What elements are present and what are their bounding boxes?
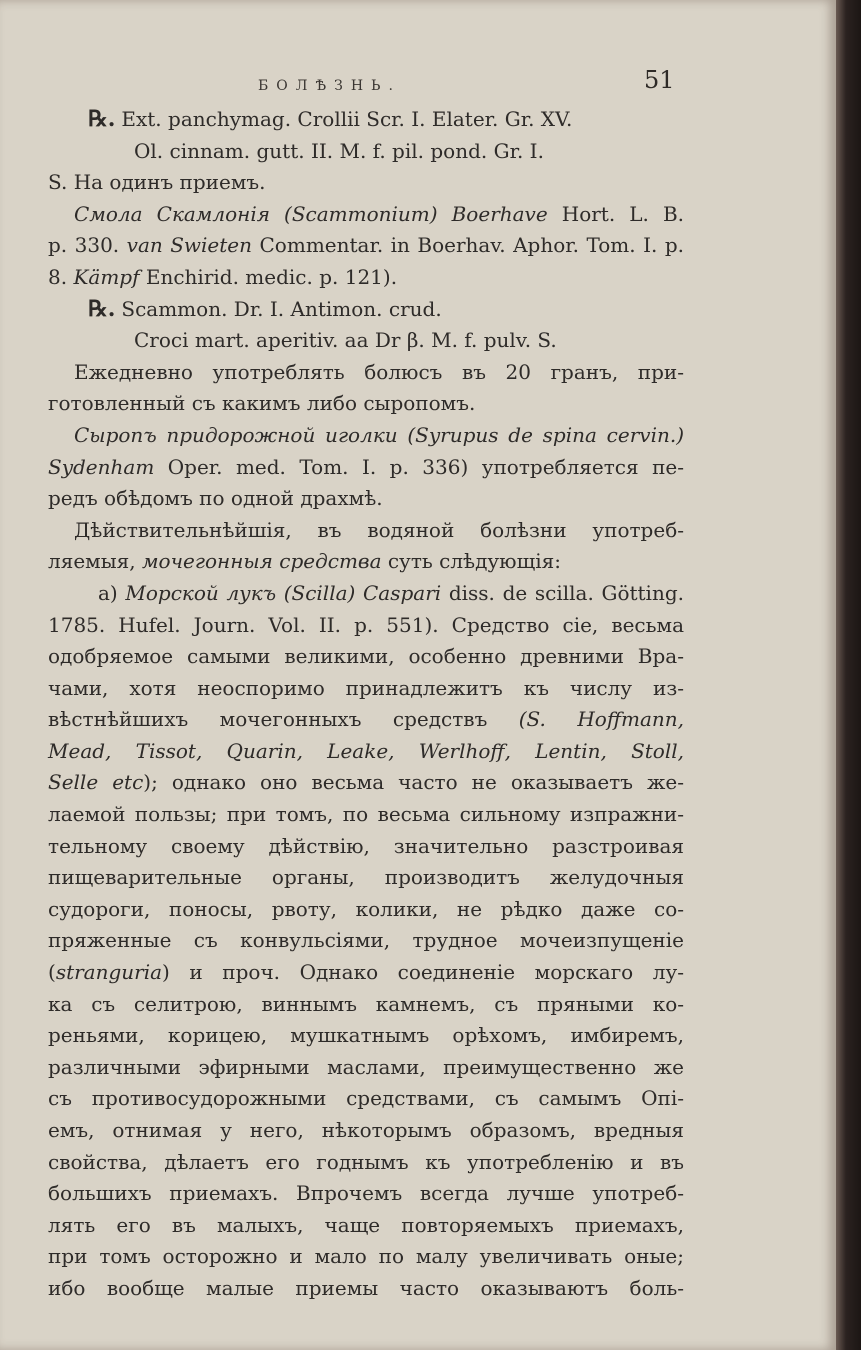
text-line <box>48 831 684 863</box>
text-line <box>48 546 684 578</box>
line-text: различными эфирными маслами, преимущественно же <box>48 1054 684 1079</box>
text-line <box>48 515 684 547</box>
line-text: diss. de scilla. Götting. <box>441 580 684 605</box>
text-line <box>48 736 684 768</box>
text-line <box>48 199 684 231</box>
line-text: ( <box>48 960 56 985</box>
line-text: тельному своему дѣйствію, значительно разстроивая <box>48 833 684 858</box>
line-text: 8. <box>48 264 74 289</box>
italic-reference: (S. Hoffmann, <box>518 707 685 732</box>
text-line <box>48 673 684 705</box>
line-text: Croci mart. aperitiv. aa Dr β. M. f. pulv. S. <box>134 328 557 353</box>
text-line <box>48 483 684 515</box>
text-line <box>48 1178 684 1210</box>
italic-reference: мочегонныя средства <box>141 549 382 574</box>
text-line <box>48 294 684 326</box>
recipe-symbol: ℞. <box>88 106 116 132</box>
text-line <box>48 1210 684 1242</box>
italic-reference: van Swieten <box>126 233 253 258</box>
line-text: одобряемое самыми великими, особенно древними Вра- <box>48 644 684 669</box>
line-text: Enchirid. medic. p. 121). <box>139 264 398 289</box>
line-text: реньями, корицею, мушкатнымъ орѣхомъ, имбиремъ, <box>48 1023 684 1048</box>
text-line <box>48 1147 684 1179</box>
text-line <box>48 136 684 168</box>
page-header <box>0 66 836 102</box>
line-text: редъ обѣдомъ по одной драхмѣ. <box>48 486 383 511</box>
line-text: Hort. L. B. <box>547 201 685 226</box>
line-text: ка съ селитрою, виннымъ камнемъ, съ пряными ко- <box>48 991 684 1016</box>
text-line <box>48 704 684 736</box>
line-text: свойства, дѣлаетъ его годнымъ къ употребленію и въ <box>48 1149 684 1174</box>
line-text: Commentar. in Boerhav. Aphor. Tom. I. p. <box>252 233 684 258</box>
text-line <box>48 925 684 957</box>
line-text: Ext. panchymag. Crollii Scr. I. Elater. Gr. XV. <box>121 107 573 131</box>
text-line <box>48 799 684 831</box>
line-text: большихъ приемахъ. Впрочемъ всегда лучше употреб- <box>48 1181 684 1206</box>
text-line <box>48 230 684 262</box>
text-line <box>48 1020 684 1052</box>
text-line <box>48 989 684 1021</box>
text-line <box>48 610 684 642</box>
running-head: БОЛѢЗНЬ. <box>258 78 401 94</box>
line-text: судороги, поносы, рвоту, колики, не рѣдко даже со- <box>48 896 684 921</box>
line-text: чами, хотя неоспоримо принадлежитъ къ числу из- <box>48 675 684 700</box>
text-line <box>48 1241 684 1273</box>
line-text: лаемой пользы; при томъ, по весьма сильному изпражни- <box>48 802 684 827</box>
line-text: съ противосудорожными средствами, съ самымъ Опі- <box>48 1086 684 1111</box>
italic-reference: Sydenham <box>48 454 155 479</box>
text-line <box>48 452 684 484</box>
text-line <box>48 167 684 199</box>
line-text: пряженные съ конвульсіями, трудное мочеизпущеніе <box>48 928 684 953</box>
line-text: a) <box>98 580 126 605</box>
text-line <box>48 1115 684 1147</box>
line-text: при томъ осторожно и мало по малу увеличивать оные; <box>48 1244 684 1269</box>
text-line <box>48 641 684 673</box>
line-text: пищеварительные органы, производитъ желудочныя <box>48 865 684 890</box>
line-text: суть слѣдующія: <box>381 549 561 574</box>
line-text: вѣстнѣйшихъ мочегонныхъ средствъ <box>48 707 519 732</box>
line-text: готовленный съ какимъ либо сыропомъ. <box>48 391 476 416</box>
line-text: p. 330. <box>48 233 127 258</box>
line-text: ляемыя, <box>48 549 142 574</box>
line-text: ибо вообще малые приемы часто оказываютъ боль- <box>48 1275 684 1300</box>
line-text: Scammon. Dr. I. Antimon. crud. <box>121 296 442 321</box>
italic-reference: Kämpf <box>73 264 140 289</box>
line-text: ); однако оно весьма часто не оказываетъ же- <box>143 770 684 795</box>
italic-reference: Смола Скамлонія (Scammonium) Boerhave <box>74 201 548 226</box>
text-line <box>48 104 684 136</box>
italic-reference: Морской лукъ (Scilla) Caspari <box>125 580 442 605</box>
italic-reference: Сыропъ придорожной иголки (Syrupus de spina cervin.) <box>74 422 684 447</box>
book-binding-edge <box>836 0 861 1350</box>
body-text <box>48 104 684 1305</box>
text-line <box>48 420 684 452</box>
recipe-symbol: ℞. <box>88 295 116 322</box>
line-text: Ol. cinnam. gutt. II. M. f. pil. pond. Gr. I. <box>134 138 544 163</box>
text-line <box>48 1052 684 1084</box>
text-line <box>48 262 684 294</box>
text-line <box>48 862 684 894</box>
text-line <box>48 325 684 357</box>
text-line <box>48 1083 684 1115</box>
line-text: S. На одинъ приемъ. <box>48 170 266 195</box>
italic-reference: stranguria <box>55 960 163 985</box>
text-line <box>48 357 684 389</box>
text-line <box>48 388 684 420</box>
line-text: емъ, отнимая у него, нѣкоторымъ образомъ, вредныя <box>48 1118 684 1142</box>
line-text: ) и проч. Однако соединеніе морскаго лу- <box>162 960 684 985</box>
text-line <box>48 578 684 610</box>
line-text: Ежедневно употреблять болюсъ въ 20 гранъ, при- <box>74 359 684 384</box>
page-number: 51 <box>644 66 675 94</box>
text-line <box>48 894 684 926</box>
line-text: лять его въ малыхъ, чаще повторяемыхъ приемахъ, <box>48 1212 684 1237</box>
line-text: 1785. Hufel. Journ. Vol. II. p. 551). Средство сіе, весьма <box>48 612 684 637</box>
line-text: Mead, Tissot, Quarin, Leake, Werlhoff, Lentin, Stoll, <box>48 738 684 763</box>
text-line <box>48 1273 684 1305</box>
line-text: Дѣйствительнѣйшія, въ водяной болѣзни употреб- <box>74 517 684 542</box>
text-line <box>48 767 684 799</box>
italic-reference: Selle etc <box>48 770 144 795</box>
text-line <box>48 957 684 989</box>
line-text: Oper. med. Tom. I. p. 336) употребляется пе- <box>154 454 684 479</box>
